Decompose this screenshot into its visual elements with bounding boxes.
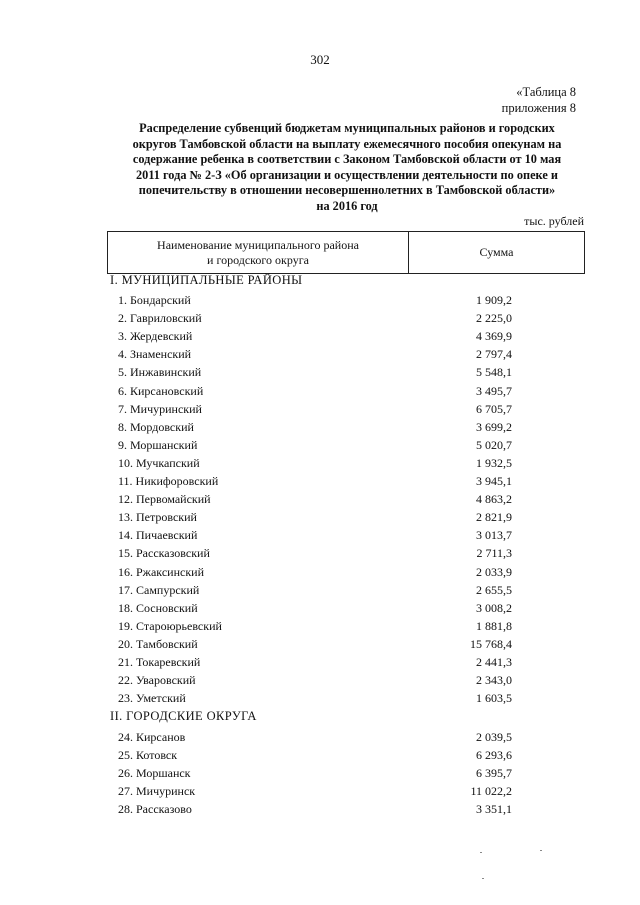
- table-row: [118, 617, 512, 635]
- row-name: 11. Никифоровский: [118, 474, 219, 488]
- row-amount: 4 863,2: [476, 492, 512, 507]
- table-row: [118, 635, 512, 653]
- row-amount: 6 395,7: [476, 766, 512, 781]
- table-header: [107, 231, 585, 274]
- scan-speck: [482, 878, 484, 879]
- header-name-column: [108, 232, 409, 273]
- row-amount: 4 369,9: [476, 329, 512, 344]
- row-name: 21. Токаревский: [118, 655, 201, 669]
- document-title: [112, 121, 582, 215]
- title-line: округов Тамбовской области на выплату ежемесячного пособия опекунам на: [132, 136, 562, 151]
- table-row: [118, 563, 512, 581]
- row-amount: 2 343,0: [476, 673, 512, 688]
- header-name-line: и городского округа: [207, 252, 309, 267]
- row-amount: 3 699,2: [476, 419, 512, 434]
- row-amount: 2 711,3: [476, 546, 512, 561]
- table-row: [118, 800, 512, 818]
- row-name: 10. Мучкапский: [118, 455, 200, 470]
- row-name: 1. Бондарский: [118, 293, 191, 307]
- row-name: 13. Петровский: [118, 510, 197, 525]
- row-name: 9. Моршанский: [118, 437, 198, 452]
- row-name: 17. Сампурский: [118, 582, 200, 597]
- row-amount: 15 768,4: [470, 636, 512, 651]
- table-row: [118, 400, 512, 418]
- table-row: [118, 345, 512, 363]
- row-name: 3. Жердевский: [118, 329, 193, 344]
- row-name: 4. Знаменский: [118, 347, 192, 362]
- table-row: [118, 544, 512, 562]
- table-row: [118, 746, 512, 764]
- section-heading-cities: II. ГОРОДСКИЕ ОКРУГА: [110, 709, 257, 723]
- row-amount: 1 603,5: [476, 691, 512, 706]
- row-amount: 3 495,7: [476, 383, 512, 398]
- table-reference-line: приложения 8: [501, 101, 576, 115]
- row-amount: 2 225,0: [476, 311, 512, 326]
- section-heading-districts: I. МУНИЦИПАЛЬНЫЕ РАЙОНЫ: [110, 273, 303, 287]
- table-row: [118, 472, 512, 490]
- row-amount: 5 020,7: [476, 437, 512, 452]
- table-row: [118, 526, 512, 544]
- row-name: 14. Пичаевский: [118, 528, 198, 543]
- table-row: [118, 327, 512, 345]
- table-row: [118, 689, 512, 707]
- header-name-line: Наименование муниципального района: [157, 237, 359, 252]
- table-row: [118, 599, 512, 617]
- row-name: 27. Мичуринск: [118, 784, 196, 799]
- row-name: 15. Рассказовский: [118, 546, 210, 561]
- row-name: 8. Мордовский: [118, 419, 194, 434]
- table-row: [118, 363, 512, 381]
- table-row: [118, 418, 512, 436]
- table-row: [118, 454, 512, 472]
- table-row: [118, 653, 512, 671]
- table-reference-line: «Таблица 8: [516, 85, 576, 99]
- table-row: [118, 581, 512, 599]
- scan-speck: [480, 852, 482, 853]
- row-amount: 2 797,4: [476, 347, 512, 362]
- table-row: [118, 436, 512, 454]
- row-amount: 6 705,7: [476, 401, 512, 416]
- table-row: [118, 291, 512, 309]
- row-name: 28. Рассказово: [118, 802, 192, 817]
- title-line: 2011 года № 2-З «Об организации и осуществлении деятельности по опеке и: [136, 167, 558, 182]
- row-amount: 1 909,2: [476, 293, 512, 307]
- scan-speck: [540, 850, 542, 851]
- title-line: Распределение субвенций бюджетам муниципальных районов и городских: [139, 121, 555, 135]
- row-name: 16. Ржаксинский: [118, 564, 204, 579]
- table-row: [118, 508, 512, 526]
- title-line: содержание ребенка в соответствии с Законом Тамбовской области от 10 мая: [132, 152, 562, 167]
- table-row: [118, 309, 512, 327]
- row-amount: 2 441,3: [476, 655, 512, 669]
- row-amount: 2 039,5: [476, 730, 512, 744]
- row-amount: 6 293,6: [476, 748, 512, 763]
- row-amount: 3 945,1: [476, 474, 512, 488]
- row-name: 5. Инжавинский: [118, 365, 202, 380]
- row-name: 19. Староюрьевский: [118, 618, 222, 633]
- row-name: 26. Моршанск: [118, 766, 191, 781]
- page-number: 302: [310, 52, 330, 67]
- row-amount: 5 548,1: [476, 365, 512, 380]
- row-name: 6. Кирсановский: [118, 383, 204, 398]
- row-name: 24. Кирсанов: [118, 730, 186, 744]
- row-amount: 2 821,9: [476, 510, 512, 525]
- table-row: [118, 728, 512, 746]
- header-amount-column: Сумма: [479, 245, 514, 259]
- table-row: [118, 764, 512, 782]
- table-row: [118, 671, 512, 689]
- title-line: попечительству в отношении несовершеннолетних в Тамбовской области»: [138, 183, 556, 198]
- row-amount: 2 655,5: [476, 582, 512, 597]
- table-row: [118, 490, 512, 508]
- units-label: тыс. рублей: [524, 214, 584, 228]
- row-name: 18. Сосновский: [118, 600, 198, 615]
- row-name: 25. Котовск: [118, 748, 178, 763]
- row-name: 22. Уваровский: [118, 673, 196, 688]
- row-amount: 3 351,1: [476, 802, 512, 817]
- row-name: 20. Тамбовский: [118, 636, 198, 651]
- row-amount: 1 881,8: [476, 618, 512, 633]
- row-name: 7. Мичуринский: [118, 401, 202, 416]
- row-amount: 2 033,9: [476, 564, 512, 579]
- table-reference: [502, 84, 576, 116]
- row-amount: 3 013,7: [476, 528, 512, 543]
- table-row: [118, 382, 512, 400]
- row-amount: 3 008,2: [476, 600, 512, 615]
- row-amount: 1 932,5: [476, 455, 512, 470]
- row-name: 12. Первомайский: [118, 492, 211, 507]
- row-name: 2. Гавриловский: [118, 311, 202, 326]
- row-name: 23. Уметский: [118, 691, 186, 706]
- table-row: [118, 782, 512, 800]
- title-line: на 2016 год: [316, 198, 378, 213]
- row-amount: 11 022,2: [470, 784, 512, 799]
